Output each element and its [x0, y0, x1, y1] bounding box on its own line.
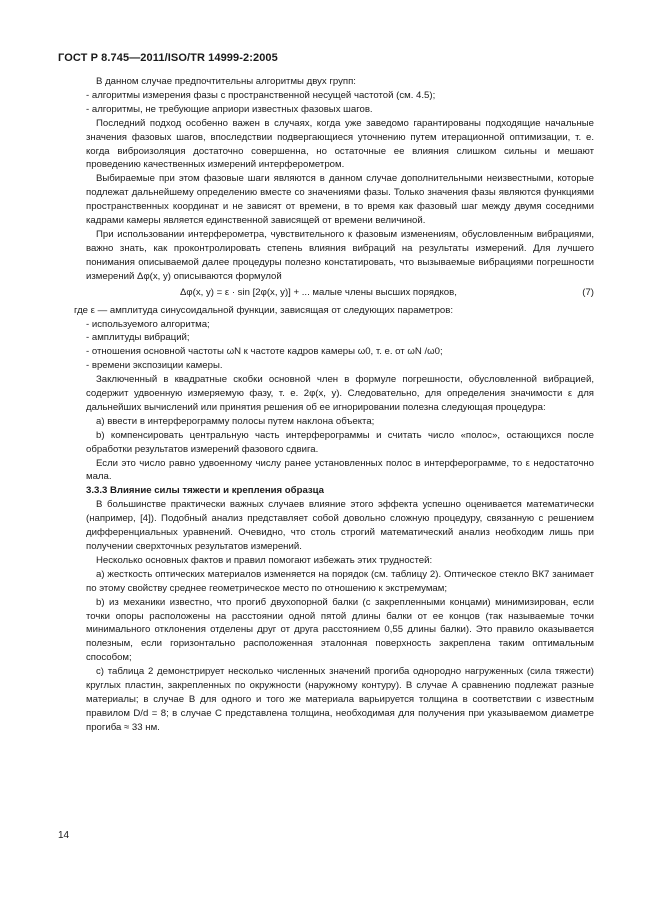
list-item: - отношения основной частоты ωN к частоте кадров камеры ω0, т. е. от ωN /ω0;	[86, 346, 443, 358]
list-item: - используемого алгоритма;	[86, 318, 210, 330]
paragraph: Несколько основных фактов и правил помогают избежать этих трудностей:	[96, 554, 433, 566]
list-item: - алгоритмы, не требующие априори известных фазовых шагов.	[86, 103, 373, 115]
paragraph: Заключенный в квадратные скобки основной член в формуле погрешности, обусловленной вибрацией, содержит удвоенную измеряемую фазу, т. е. 2φ(x, y). Следовательно, для определения значимости ε для дальнейших вычислений или принятия решения об ее игнорировании полезна следующая процедура:	[86, 374, 594, 413]
formula-expression: Δφ(x, y) = ε · sin [2φ(x, y)] + ... малые члены высших порядков,	[180, 286, 457, 298]
paragraph: В большинстве практически важных случаев влияние этого эффекта успешно оценивается математически (например, [4]). Подобный анализ представляет собой довольно сложную процедуру, связанную с решением дифференциальных уравнений. Очевидно, что столь строгий математический анализ необходим лишь при получении сверхточных результатов измерений.	[86, 499, 594, 552]
list-item: - времени экспозиции камеры.	[86, 360, 223, 372]
standard-header: ГОСТ Р 8.745—2011/ISO/TR 14999-2:2005	[58, 52, 278, 64]
page-number: 14	[58, 830, 70, 841]
list-item: - амплитуды вибраций;	[86, 332, 190, 344]
document-body	[74, 75, 594, 735]
list-item: - алгоритмы измерения фазы с пространственной несущей частотой (см. 4.5);	[86, 89, 436, 101]
paragraph: Если это число равно удвоенному числу ранее установленных полос в интерферограмме, то ε недостаточно мала.	[86, 457, 594, 483]
list-item: b) из механики известно, что прогиб двухопорной балки (с закрепленными концами) минимизирован, если точки опоры расположены на расстоянии одной пятой длины балки от ее концов (так называемые точки минимального отклонения отделены друг от друга расстоянием 0,55 длины балки). Это правило оказывается полезным, если горизонтально расположенная эталонная поверхность закреплена таким оптимальным способом;	[86, 596, 594, 664]
list-item: a) ввести в интерферограмму полосы путем наклона объекта;	[96, 415, 375, 427]
list-item: c) таблица 2 демонстрирует несколько численных значений прогиба однородно нагруженных (сила тяжести) круглых пластин, закрепленных по окружности (наружному контуру). В случае A сравнению подлежат разные материалы; в случае B для одного и того же материала варьируется толщина в соответствии с известным правилом D/d = 8; в случае C представлена толщина, необходимая для получения при указываемом диаметре прогиба ≈ 33 нм.	[86, 666, 594, 733]
list-item: a) жесткость оптических материалов изменяется на порядок (см. таблицу 2). Оптическое стекло ВК7 занимает по этому свойству среднее геометрическое место по отношению к экстремумам;	[86, 568, 594, 594]
section-heading: 3.3.3 Влияние силы тяжести и крепления образца	[86, 485, 325, 497]
paragraph: Последний подход особенно важен в случаях, когда уже заведомо гарантированы подходящие начальные значения фазовых шагов, впоследствии подвергающиеся уточнению путем итерационной оптимизации, т. е. когда виброизоляция достаточно совершенна, но остаточные ее влияния слишком сильны и мешают проведению качественных измерений интерферометром.	[86, 117, 594, 171]
paragraph: При использовании интерферометра, чувствительного к фазовым изменениям, обусловленным вибрациями, важно знать, как проконтролировать степень влияния вибраций на результаты измерений. Для лучшего понимания описываемой далее процедуры полезно констатировать, что вызываемые вибрациями погрешности измерений Δφ(x, y) описываются формулой	[86, 228, 594, 282]
paragraph: В данном случае предпочтительны алгоритмы двух групп:	[96, 76, 356, 87]
paragraph: где ε — амплитуда синусоидальной функции, зависящая от следующих параметров:	[74, 304, 454, 316]
formula-number: (7)	[582, 286, 594, 298]
formula-7	[86, 286, 594, 300]
list-item: b) компенсировать центральную часть интерферограммы и считать число «полос», остающихся после обработки результатов измерений фазового сдвига.	[86, 429, 594, 455]
paragraph: Выбираемые при этом фазовые шаги являются в данном случае дополнительными неизвестными, которые подлежат дальнейшему определению вместе со значениями фазы. Только значения фазы являются функциями пространственных координат и не зависят от времени, в то время как фазовый шаг между двумя соседними кадрами камеры является единственной зависящей от времени величиной.	[86, 173, 594, 227]
